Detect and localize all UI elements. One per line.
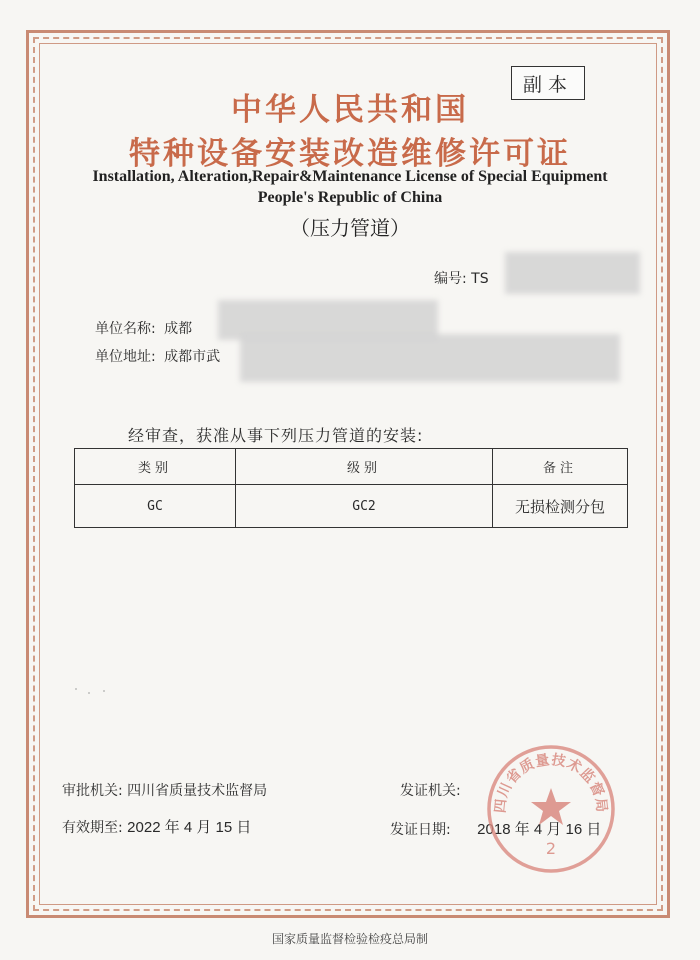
issuer-label: 发证机关: — [400, 783, 461, 799]
scope-intro: 经审查，获准从事下列压力管道的安装: — [128, 426, 424, 445]
paper-speck — [75, 688, 77, 690]
issuing-authority — [400, 780, 461, 800]
certificate-number — [434, 268, 489, 288]
copy-label: 副本 — [511, 66, 585, 100]
unit-name-field — [95, 318, 192, 338]
seal-number: 2 — [545, 839, 557, 858]
unit-address-value: 成都市武 — [164, 349, 221, 365]
paper-speck — [88, 692, 90, 694]
issue-date-value: 2018 年 4 月 16 日 — [477, 821, 602, 838]
redaction-number — [505, 252, 640, 294]
approval-value: 四川省质量技术监督局 — [127, 783, 268, 799]
approval-authority — [62, 780, 267, 800]
validity — [62, 816, 251, 837]
approval-label: 审批机关: — [62, 783, 123, 799]
table-row — [75, 485, 628, 528]
english-country: People's Republic of China — [257, 189, 443, 206]
scope-table — [74, 448, 628, 528]
certificate-number-label: 编号: — [434, 271, 467, 287]
unit-address-field — [95, 346, 220, 366]
title-country: 中华人民共和国 — [231, 92, 469, 128]
title-license: 特种设备安装改造维修许可证 — [129, 136, 571, 172]
unit-address-label: 单位地址: — [95, 349, 156, 365]
table-header-row — [75, 449, 628, 485]
seal-star-icon — [531, 788, 571, 825]
cell-notes: 无损检测分包 — [493, 485, 628, 528]
cell-category: GC — [75, 485, 236, 528]
header-grade: 级别 — [236, 449, 493, 485]
certificate-number-value: TS — [471, 271, 489, 287]
official-seal — [484, 742, 618, 876]
header-notes: 备注 — [493, 449, 628, 485]
unit-name-value: 成都 — [164, 321, 193, 337]
validity-label: 有效期至: — [62, 820, 123, 836]
redaction-unit-address — [240, 334, 620, 382]
paper-speck — [103, 690, 105, 692]
unit-name-label: 单位名称: — [95, 321, 156, 337]
license-category: （压力管道） — [290, 216, 410, 240]
validity-value: 2022 年 4 月 15 日 — [127, 819, 252, 836]
english-title: Installation, Alteration,Repair&Maintenance License of Special Equipment — [92, 168, 608, 185]
seal-text: 四川省质量技术监督局 — [492, 752, 610, 814]
issue-date-label: 发证日期: — [390, 822, 451, 838]
header-category: 类别 — [75, 449, 236, 485]
issuer-footnote: 国家质量监督检验检疫总局制 — [271, 932, 428, 946]
cell-grade: GC2 — [236, 485, 493, 528]
